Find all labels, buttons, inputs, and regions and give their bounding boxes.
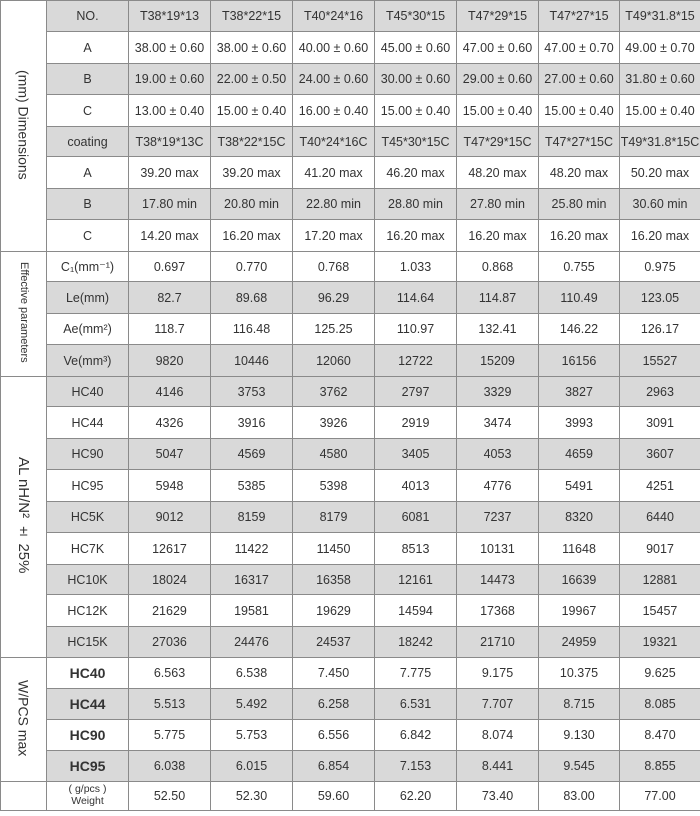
value-cell: 83.00 — [539, 782, 620, 811]
value-cell: 73.40 — [457, 782, 539, 811]
value-cell: 9.175 — [457, 658, 539, 689]
value-cell: 12617 — [129, 533, 211, 565]
row-label: HC90 — [47, 720, 129, 751]
value-cell: 39.20 max — [129, 157, 211, 189]
row-label: B — [47, 189, 129, 220]
value-cell: 17368 — [457, 595, 539, 627]
weight-group-cell — [1, 782, 47, 811]
table-row — [1, 533, 700, 565]
value-cell: 29.00 ± 0.60 — [457, 64, 539, 95]
value-cell: 0.755 — [539, 252, 620, 282]
value-cell: 52.50 — [129, 782, 211, 811]
value-cell: 96.29 — [293, 282, 375, 314]
value-cell: 5491 — [539, 470, 620, 502]
table-row — [1, 595, 700, 627]
value-cell: 10446 — [211, 345, 293, 377]
group-al-text: AL nH/N² ± 25% — [15, 457, 33, 574]
value-cell: 0.768 — [293, 252, 375, 282]
table-row — [1, 470, 700, 502]
value-cell: T45*30*15 — [375, 1, 457, 32]
table-row — [1, 127, 700, 157]
value-cell: 7.153 — [375, 751, 457, 782]
value-cell: 6.258 — [293, 689, 375, 720]
value-cell: 118.7 — [129, 314, 211, 345]
value-cell: 24476 — [211, 627, 293, 658]
row-label: HC40 — [47, 377, 129, 407]
value-cell: 3762 — [293, 377, 375, 407]
value-cell: 9.130 — [539, 720, 620, 751]
value-cell: T47*29*15C — [457, 127, 539, 157]
value-cell: 6.538 — [211, 658, 293, 689]
value-cell: 41.20 max — [293, 157, 375, 189]
table-row — [1, 252, 700, 282]
row-label: C₁(mm⁻¹) — [47, 252, 129, 282]
value-cell: 12161 — [375, 565, 457, 595]
value-cell: 47.00 ± 0.60 — [457, 32, 539, 64]
value-cell: 24537 — [293, 627, 375, 658]
value-cell: 15.00 ± 0.40 — [620, 95, 700, 127]
value-cell: 16639 — [539, 565, 620, 595]
value-cell: 4659 — [539, 439, 620, 470]
value-cell: 17.80 min — [129, 189, 211, 220]
value-cell: 110.49 — [539, 282, 620, 314]
value-cell: 38.00 ± 0.60 — [129, 32, 211, 64]
table-row — [1, 95, 700, 127]
value-cell: 8179 — [293, 502, 375, 533]
value-cell: 8.441 — [457, 751, 539, 782]
value-cell: 2963 — [620, 377, 700, 407]
table-row — [1, 627, 700, 658]
value-cell: 49.00 ± 0.70 — [620, 32, 700, 64]
value-cell: 19321 — [620, 627, 700, 658]
row-label: NO. — [47, 1, 129, 32]
value-cell: 126.17 — [620, 314, 700, 345]
weight-unit: ( g/pcs ) — [68, 783, 107, 796]
value-cell: 9017 — [620, 533, 700, 565]
value-cell: 0.770 — [211, 252, 293, 282]
value-cell: 8.085 — [620, 689, 700, 720]
value-cell: 15.00 ± 0.40 — [375, 95, 457, 127]
value-cell: 25.80 min — [539, 189, 620, 220]
value-cell: 50.20 max — [620, 157, 700, 189]
table-row — [1, 189, 700, 220]
value-cell: 27.00 ± 0.60 — [539, 64, 620, 95]
value-cell: 3916 — [211, 407, 293, 439]
value-cell: 16.20 max — [211, 220, 293, 252]
row-label: HC5K — [47, 502, 129, 533]
value-cell: 30.60 min — [620, 189, 700, 220]
value-cell: 24959 — [539, 627, 620, 658]
value-cell: 13.00 ± 0.40 — [129, 95, 211, 127]
value-cell: 22.80 min — [293, 189, 375, 220]
value-cell: 12060 — [293, 345, 375, 377]
value-cell: 16317 — [211, 565, 293, 595]
value-cell: 16.20 max — [539, 220, 620, 252]
value-cell: 6440 — [620, 502, 700, 533]
value-cell: 28.80 min — [375, 189, 457, 220]
table-row — [1, 658, 700, 689]
row-label: B — [47, 64, 129, 95]
value-cell: 89.68 — [211, 282, 293, 314]
row-label: HC7K — [47, 533, 129, 565]
value-cell: 4326 — [129, 407, 211, 439]
value-cell: 10.375 — [539, 658, 620, 689]
value-cell: 15209 — [457, 345, 539, 377]
value-cell: 8513 — [375, 533, 457, 565]
group-weight-pcs-text: W/PCS max — [15, 679, 32, 757]
value-cell: 82.7 — [129, 282, 211, 314]
table-row — [1, 282, 700, 314]
value-cell: 125.25 — [293, 314, 375, 345]
value-cell: 16.20 max — [620, 220, 700, 252]
table-row — [1, 565, 700, 595]
weight-label — [47, 782, 129, 811]
value-cell: 15457 — [620, 595, 700, 627]
value-cell: 4013 — [375, 470, 457, 502]
value-cell: 27036 — [129, 627, 211, 658]
value-cell: 39.20 max — [211, 157, 293, 189]
value-cell: 21629 — [129, 595, 211, 627]
value-cell: 114.64 — [375, 282, 457, 314]
value-cell: T38*19*13C — [129, 127, 211, 157]
value-cell: T47*29*15 — [457, 1, 539, 32]
value-cell: 38.00 ± 0.60 — [211, 32, 293, 64]
value-cell: 15.00 ± 0.40 — [539, 95, 620, 127]
group-effective-text: Effective parameters — [17, 262, 30, 363]
table-row — [1, 157, 700, 189]
value-cell: 4776 — [457, 470, 539, 502]
value-cell: 5047 — [129, 439, 211, 470]
value-cell: 2919 — [375, 407, 457, 439]
value-cell: 24.00 ± 0.60 — [293, 64, 375, 95]
value-cell: 31.80 ± 0.60 — [620, 64, 700, 95]
value-cell: T38*22*15 — [211, 1, 293, 32]
group-dimensions-text: (mm) Dimensions — [15, 69, 32, 180]
value-cell: 5385 — [211, 470, 293, 502]
value-cell: 0.868 — [457, 252, 539, 282]
value-cell: 10131 — [457, 533, 539, 565]
value-cell: T47*27*15 — [539, 1, 620, 32]
value-cell: 11648 — [539, 533, 620, 565]
value-cell: 19.00 ± 0.60 — [129, 64, 211, 95]
value-cell: 3607 — [620, 439, 700, 470]
group-effective — [1, 252, 47, 377]
row-label: A — [47, 32, 129, 64]
value-cell: 123.05 — [620, 282, 700, 314]
value-cell: 5.753 — [211, 720, 293, 751]
value-cell: 12881 — [620, 565, 700, 595]
value-cell: T40*24*16C — [293, 127, 375, 157]
value-cell: 6.563 — [129, 658, 211, 689]
value-cell: 62.20 — [375, 782, 457, 811]
table-row — [1, 220, 700, 252]
value-cell: 146.22 — [539, 314, 620, 345]
value-cell: 16358 — [293, 565, 375, 595]
value-cell: T40*24*16 — [293, 1, 375, 32]
value-cell: 132.41 — [457, 314, 539, 345]
value-cell: 3926 — [293, 407, 375, 439]
value-cell: 8320 — [539, 502, 620, 533]
row-label: HC95 — [47, 751, 129, 782]
value-cell: 6.556 — [293, 720, 375, 751]
row-label: A — [47, 157, 129, 189]
table-row — [1, 314, 700, 345]
value-cell: 3091 — [620, 407, 700, 439]
value-cell: 30.00 ± 0.60 — [375, 64, 457, 95]
value-cell: 14473 — [457, 565, 539, 595]
row-label: C — [47, 220, 129, 252]
value-cell: 52.30 — [211, 782, 293, 811]
row-label: HC10K — [47, 565, 129, 595]
value-cell: 5.492 — [211, 689, 293, 720]
value-cell: 19967 — [539, 595, 620, 627]
value-cell: 5398 — [293, 470, 375, 502]
table-row — [1, 439, 700, 470]
table-row — [1, 345, 700, 377]
value-cell: 3474 — [457, 407, 539, 439]
value-cell: 6.842 — [375, 720, 457, 751]
value-cell: 18024 — [129, 565, 211, 595]
table-row — [1, 502, 700, 533]
value-cell: 9012 — [129, 502, 211, 533]
value-cell: 3329 — [457, 377, 539, 407]
value-cell: 14.20 max — [129, 220, 211, 252]
weight-text: Weight — [71, 795, 104, 807]
value-cell: 3753 — [211, 377, 293, 407]
value-cell: 7237 — [457, 502, 539, 533]
value-cell: 11422 — [211, 533, 293, 565]
value-cell: 5.513 — [129, 689, 211, 720]
row-label: Ae(mm²) — [47, 314, 129, 345]
table-row — [1, 751, 700, 782]
value-cell: 4569 — [211, 439, 293, 470]
value-cell: 22.00 ± 0.50 — [211, 64, 293, 95]
value-cell: 4053 — [457, 439, 539, 470]
table-row — [1, 377, 700, 407]
value-cell: 6.854 — [293, 751, 375, 782]
value-cell: 1.033 — [375, 252, 457, 282]
value-cell: 6.038 — [129, 751, 211, 782]
value-cell: 77.00 — [620, 782, 700, 811]
value-cell: T38*22*15C — [211, 127, 293, 157]
value-cell: 48.20 max — [539, 157, 620, 189]
header-row — [1, 1, 700, 32]
value-cell: 5948 — [129, 470, 211, 502]
row-label: HC12K — [47, 595, 129, 627]
value-cell: 15527 — [620, 345, 700, 377]
value-cell: T49*31.8*15 — [620, 1, 700, 32]
value-cell: 16.20 max — [457, 220, 539, 252]
table-row — [1, 64, 700, 95]
row-label: Ve(mm³) — [47, 345, 129, 377]
value-cell: 110.97 — [375, 314, 457, 345]
value-cell: 8.470 — [620, 720, 700, 751]
table-row — [1, 689, 700, 720]
value-cell: 59.60 — [293, 782, 375, 811]
value-cell: 3827 — [539, 377, 620, 407]
value-cell: 116.48 — [211, 314, 293, 345]
value-cell: 14594 — [375, 595, 457, 627]
row-label: HC15K — [47, 627, 129, 658]
value-cell: 6.015 — [211, 751, 293, 782]
group-dimensions — [1, 1, 47, 252]
value-cell: 114.87 — [457, 282, 539, 314]
value-cell: 18242 — [375, 627, 457, 658]
value-cell: 8159 — [211, 502, 293, 533]
group-weight-pcs — [1, 658, 47, 782]
value-cell: 4251 — [620, 470, 700, 502]
value-cell: 5.775 — [129, 720, 211, 751]
value-cell: 20.80 min — [211, 189, 293, 220]
table-row — [1, 720, 700, 751]
value-cell: 8.715 — [539, 689, 620, 720]
row-label: HC95 — [47, 470, 129, 502]
value-cell: 17.20 max — [293, 220, 375, 252]
table-row — [1, 32, 700, 64]
value-cell: 6081 — [375, 502, 457, 533]
row-label: HC90 — [47, 439, 129, 470]
value-cell: T49*31.8*15C — [620, 127, 700, 157]
value-cell: 27.80 min — [457, 189, 539, 220]
row-label: HC44 — [47, 689, 129, 720]
value-cell: 48.20 max — [457, 157, 539, 189]
value-cell: 16.00 ± 0.40 — [293, 95, 375, 127]
value-cell: 45.00 ± 0.60 — [375, 32, 457, 64]
value-cell: 9.545 — [539, 751, 620, 782]
value-cell: 3993 — [539, 407, 620, 439]
group-al — [1, 377, 47, 658]
value-cell: 16.20 max — [375, 220, 457, 252]
value-cell: 9820 — [129, 345, 211, 377]
value-cell: 0.697 — [129, 252, 211, 282]
value-cell: 21710 — [457, 627, 539, 658]
value-cell: 16156 — [539, 345, 620, 377]
value-cell: 4580 — [293, 439, 375, 470]
row-label: C — [47, 95, 129, 127]
value-cell: 2797 — [375, 377, 457, 407]
value-cell: 4146 — [129, 377, 211, 407]
value-cell: 11450 — [293, 533, 375, 565]
value-cell: 12722 — [375, 345, 457, 377]
weight-row — [1, 782, 700, 811]
row-label: Le(mm) — [47, 282, 129, 314]
value-cell: 8.074 — [457, 720, 539, 751]
row-label: HC44 — [47, 407, 129, 439]
value-cell: 40.00 ± 0.60 — [293, 32, 375, 64]
value-cell: 47.00 ± 0.70 — [539, 32, 620, 64]
value-cell: 9.625 — [620, 658, 700, 689]
value-cell: 19629 — [293, 595, 375, 627]
value-cell: 6.531 — [375, 689, 457, 720]
value-cell: 15.00 ± 0.40 — [211, 95, 293, 127]
value-cell: 0.975 — [620, 252, 700, 282]
value-cell: 19581 — [211, 595, 293, 627]
value-cell: 7.707 — [457, 689, 539, 720]
row-label: coating — [47, 127, 129, 157]
value-cell: 7.450 — [293, 658, 375, 689]
value-cell: T38*19*13 — [129, 1, 211, 32]
row-label: HC40 — [47, 658, 129, 689]
value-cell: 46.20 max — [375, 157, 457, 189]
value-cell: 3405 — [375, 439, 457, 470]
value-cell: 8.855 — [620, 751, 700, 782]
value-cell: T47*27*15C — [539, 127, 620, 157]
value-cell: 7.775 — [375, 658, 457, 689]
table-row — [1, 407, 700, 439]
value-cell: 15.00 ± 0.40 — [457, 95, 539, 127]
value-cell: T45*30*15C — [375, 127, 457, 157]
